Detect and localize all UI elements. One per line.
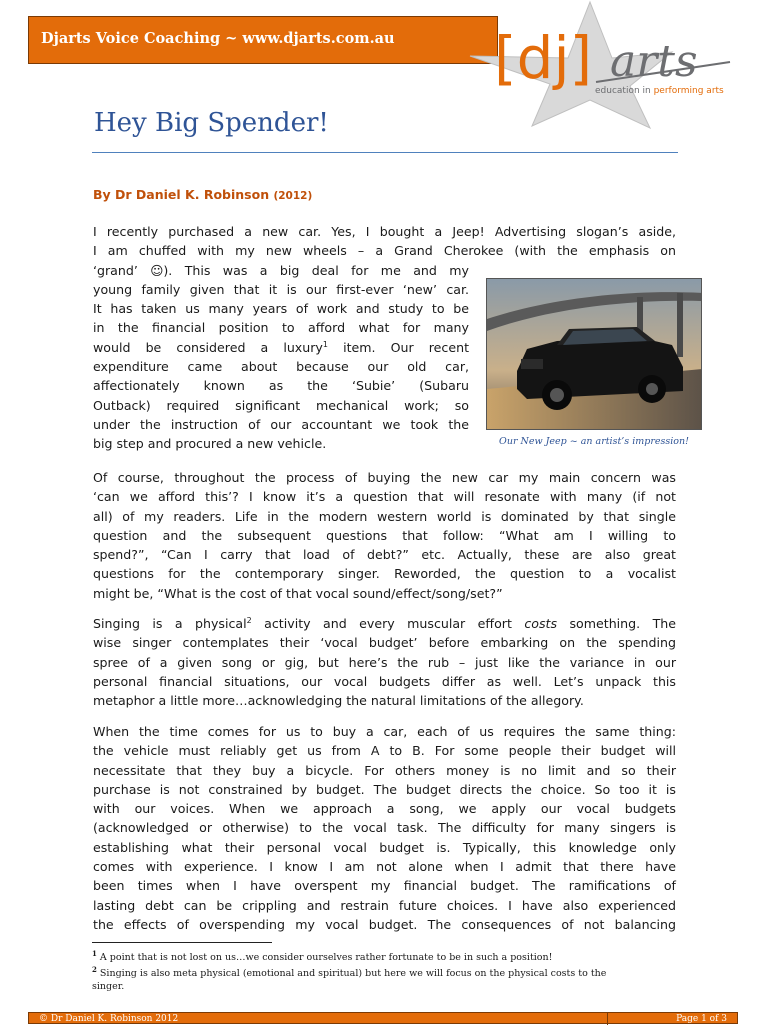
text-line: When the time comes for us to buy a car, each of us requires the same thing:	[93, 724, 676, 739]
text-line: ‘can we afford this’? I know it’s a question that will resonate with many (if not	[93, 489, 676, 505]
figure-caption: Our New Jeep ~ an artist’s impression!	[499, 436, 689, 447]
text-line: Singing is a physical$^2$ activity and every muscular effort costs something. The	[93, 615, 676, 631]
paragraph-4	[93, 722, 676, 934]
text-line: spree of a given song or gig, but here’s the rub – just like the variance in our	[93, 654, 676, 670]
footnote-divider	[92, 942, 272, 943]
text-line: might be, “What is the cost of that vocal sound/effect/song/set?”	[93, 585, 503, 601]
text-line: lasting debt can be crippling and restrain future choices. I have also experienced	[93, 897, 676, 913]
paragraph-2	[93, 468, 676, 603]
text-line: It has taken us many years of work and study to be	[93, 301, 469, 317]
footer-banner	[28, 1012, 738, 1024]
text-line: Outback) required significant mechanical work; so	[93, 397, 469, 413]
text-line: young family given that it is our first-ever ‘new’ car.	[93, 281, 469, 297]
footnote-ref-2: 2	[246, 615, 252, 625]
footnote-ref-1: 1	[322, 339, 328, 349]
byline-year: (2012)	[273, 190, 313, 202]
text-line: affectionately known as the ‘Subie’ (Subaru	[93, 378, 469, 394]
header-banner	[28, 16, 498, 64]
text-line: purchase is not constrained by budget. The budget directs the choice. So too it is	[93, 781, 676, 797]
byline-author: By Dr Daniel K. Robinson	[93, 187, 270, 202]
djarts-logo	[440, 0, 740, 130]
text-line: ‘grand’ ☺). This was a big deal for me and my	[93, 262, 469, 278]
footer-page-number: Page 1 of 3	[676, 1014, 727, 1024]
text-line: wise singer contemplates their ‘vocal budget’ before embarking on the spending	[93, 635, 676, 651]
jeep-photo	[486, 278, 702, 430]
text-line: the vehicle must reliably get us from A to B. For some people their budget will	[93, 743, 676, 759]
text-line: necessitate that they buy a bicycle. For others money is no limit and so their	[93, 762, 676, 778]
text-line: been times when I have overspent my financial budget. The ramifications of	[93, 878, 676, 894]
text-line: comes with experience. I know I am not alone when I admit that there have	[93, 859, 676, 875]
paragraph-3	[93, 614, 676, 710]
logo-arts-text: arts	[610, 36, 698, 87]
footnote-2: $^2$ Singing is also meta physical (emotional and spiritual) but here we will focus on the physical costs to the singer.	[92, 965, 607, 993]
svg-text:education in performing arts	[595, 86, 724, 96]
text-line: expenditure came about because our old car,	[93, 359, 469, 375]
text-line: big step and procured a new vehicle.	[93, 436, 327, 452]
text-line: (acknowledged or otherwise) to the vocal task. The difficulty for many singers is	[93, 820, 676, 836]
text-line: with our voices. When we approach a song, we apply our vocal budgets	[93, 801, 676, 817]
text-line: question and the subsequent questions that follow: “What am I willing to	[93, 527, 676, 543]
footer-copyright: © Dr Daniel K. Robinson 2012	[39, 1014, 179, 1024]
logo-tagline-a: education in	[595, 86, 654, 96]
article-title: Hey Big Spender!	[94, 108, 329, 138]
article-byline	[93, 187, 312, 202]
title-divider	[92, 152, 678, 153]
text-line: Of course, throughout the process of buying the new car my main concern was	[93, 470, 676, 485]
footnote-1: $^1$ A point that is not lost on us…we consider ourselves rather fortunate to be in such a position!	[92, 949, 553, 964]
text-line: under the instruction of our accountant we took the	[93, 416, 469, 432]
logo-dj-text: [dj]	[494, 24, 593, 92]
text-line: personal financial situations, our vocal budgets differ as well. Let’s unpack this	[93, 673, 676, 689]
text-line: the effects of overspending my vocal budget. The consequences of not balancing	[93, 916, 676, 932]
text-line: would be considered a luxury$^1$ item. Our recent	[93, 339, 470, 355]
logo-tagline-b: performing arts	[653, 86, 724, 96]
text-line: I am chuffed with my new wheels – a Grand Cherokee (with the emphasis on	[93, 243, 676, 259]
text-line: establishing what their personal vocal budget is. Typically, this knowledge only	[93, 839, 676, 855]
text-line: metaphor a little more…acknowledging the natural limitations of the allegory.	[93, 693, 584, 709]
text-line: I recently purchased a new car. Yes, I bought a Jeep! Advertising slogan’s aside,	[93, 224, 676, 239]
header-title: Djarts Voice Coaching ~ www.djarts.com.au	[41, 30, 395, 47]
footer-divider	[607, 1013, 608, 1025]
text-line: questions for the contemporary singer. Reworded, the question to a vocalist	[93, 566, 676, 582]
paragraph-1	[93, 222, 676, 261]
text-line: spend?”, “Can I carry that load of debt?” etc. Actually, these are also great	[93, 547, 676, 563]
paragraph-1-wrap	[93, 261, 469, 454]
text-line: all) of my readers. Life in the modern western world is dominated by that single	[93, 508, 676, 524]
text-line: in the financial position to afford what for many	[93, 320, 469, 336]
